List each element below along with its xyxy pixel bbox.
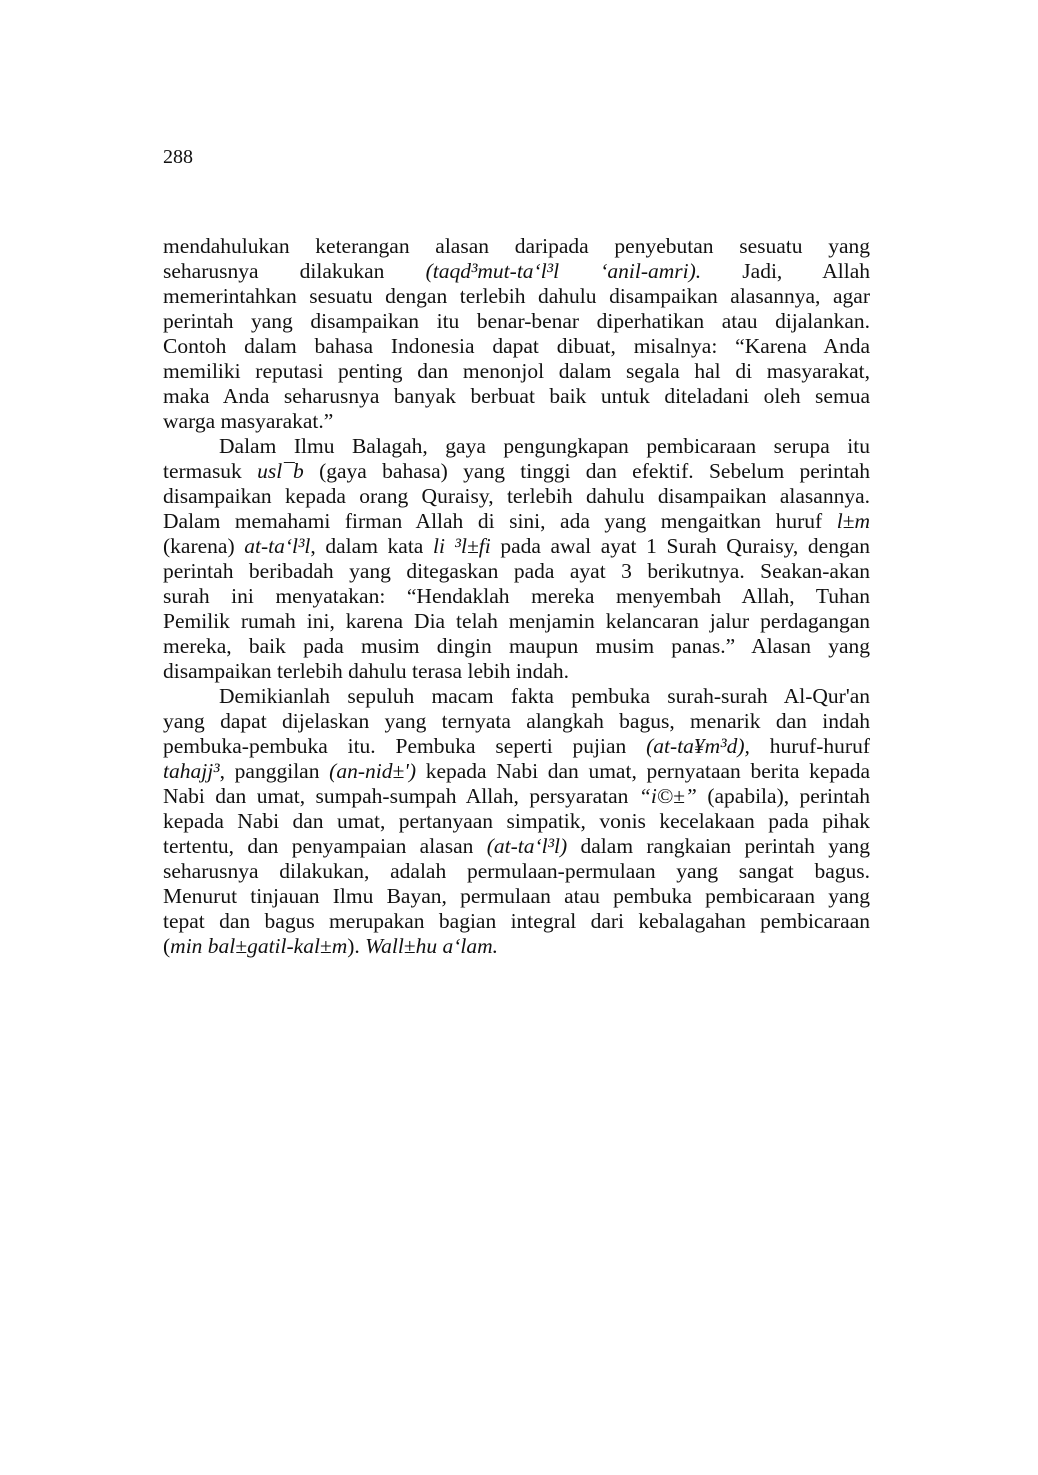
- text-segment: Dalam memahami firman Allah di sini, ada yang mengaitkan huruf: [163, 509, 837, 533]
- text-line: [163, 884, 870, 909]
- italic-term: l±m: [836, 509, 870, 533]
- text-segment: , panggilan: [219, 759, 330, 783]
- italic-term: Wall±hu a‘lam.: [365, 934, 499, 958]
- text-segment: seharusnya dilakukan: [163, 259, 426, 283]
- text-segment: (apabila), perintah: [696, 784, 870, 808]
- text-segment: perintah beribadah yang ditegaskan pada ayat 3 berikutnya. Seakan-akan: [163, 559, 870, 583]
- text-line: [163, 759, 870, 784]
- text-segment: disampaikan kepada orang Quraisy, terlebih dahulu disampaikan alasannya.: [163, 484, 870, 508]
- paragraph-1: [163, 234, 870, 434]
- text-line: [163, 659, 870, 684]
- text-segment: warga masyarakat.”: [163, 409, 334, 433]
- text-line: [163, 634, 870, 659]
- text-line: [163, 784, 870, 809]
- text-line: [163, 709, 870, 734]
- text-segment: Pemilik rumah ini, karena Dia telah menjamin kelancaran jalur perdagangan: [163, 609, 870, 633]
- text-segment: mendahulukan keterangan alasan daripada penyebutan sesuatu yang: [163, 234, 870, 258]
- text-line: [163, 284, 870, 309]
- text-line: [163, 509, 870, 534]
- text-line: [163, 409, 870, 434]
- text-line: [163, 334, 870, 359]
- text-segment: (gaya bahasa) yang tinggi dan efektif. Sebelum perintah: [303, 459, 870, 483]
- text-line: [163, 259, 870, 284]
- text-segment: maka Anda seharusnya banyak berbuat baik untuk diteladani oleh semua: [163, 384, 870, 408]
- text-segment: dalam rangkaian perintah yang: [567, 834, 870, 858]
- text-segment: Dalam Ilmu Balagah, gaya pengungkapan pembicaraan serupa itu: [219, 434, 870, 458]
- text-segment: kepada Nabi dan umat, pernyataan berita kepada: [416, 759, 870, 783]
- text-line: [163, 834, 870, 859]
- text-segment: huruf-huruf: [749, 734, 870, 758]
- text-segment: mereka, baik pada musim dingin maupun musim panas.” Alasan yang: [163, 634, 870, 658]
- italic-term: (taqd³mut-ta‘l³l ‘anil-amri).: [425, 259, 702, 283]
- text-segment: termasuk: [163, 459, 258, 483]
- italic-term: min bal±gatil-kal±m: [170, 934, 348, 958]
- italic-term: usl¯b: [257, 459, 304, 483]
- text-segment: memerintahkan sesuatu dengan terlebih dahulu disampaikan alasannya, agar: [163, 284, 870, 308]
- page-number: 288: [163, 146, 193, 168]
- italic-term: (at-ta¥m³d),: [646, 734, 750, 758]
- text-segment: ).: [347, 934, 366, 958]
- text-segment: Demikianlah sepuluh macam fakta pembuka surah-surah Al-Qur'an: [219, 684, 870, 708]
- text-segment: Menurut tinjauan Ilmu Bayan, permulaan atau pembuka pembicaraan yang: [163, 884, 870, 908]
- text-line: [163, 734, 870, 759]
- text-segment: kepada Nabi dan umat, pertanyaan simpatik, vonis kecelakaan pada pihak: [163, 809, 870, 833]
- text-segment: yang dapat dijelaskan yang ternyata alangkah bagus, menarik dan indah: [163, 709, 870, 733]
- text-line: [163, 234, 870, 259]
- italic-term: (an-nid±'): [329, 759, 417, 783]
- text-line: [163, 534, 870, 559]
- text-segment: (karena): [163, 534, 245, 558]
- paragraph-2: [163, 434, 870, 684]
- body-text: [163, 234, 870, 959]
- text-line: [163, 809, 870, 834]
- text-segment: seharusnya dilakukan, adalah permulaan-permulaan yang sangat bagus.: [163, 859, 870, 883]
- italic-term: (at-ta‘l³l): [486, 834, 568, 858]
- text-line: [163, 359, 870, 384]
- text-line: [163, 484, 870, 509]
- text-line: [163, 384, 870, 409]
- italic-term: tahajj³: [163, 759, 220, 783]
- text-line: [163, 559, 870, 584]
- italic-term: li ³l±fi: [432, 534, 491, 558]
- text-segment: Contoh dalam bahasa Indonesia dapat dibuat, misalnya: “Karena Anda: [163, 334, 870, 358]
- text-line: [163, 584, 870, 609]
- text-line: [163, 859, 870, 884]
- text-segment: Jadi, Allah: [701, 259, 870, 283]
- text-segment: , dalam kata: [310, 534, 433, 558]
- text-line: [163, 309, 870, 334]
- text-segment: tertentu, dan penyampaian alasan: [163, 834, 487, 858]
- text-segment: disampaikan terlebih dahulu terasa lebih indah.: [163, 659, 569, 683]
- text-segment: (: [163, 934, 171, 958]
- text-line: [163, 909, 870, 934]
- text-line: [163, 434, 870, 459]
- text-segment: tepat dan bagus merupakan bagian integral dari kebalagahan pembicaraan: [163, 909, 870, 933]
- text-segment: Nabi dan umat, sumpah-sumpah Allah, persyaratan: [163, 784, 639, 808]
- paragraph-3: [163, 684, 870, 959]
- italic-term: “i©±”: [638, 784, 697, 808]
- text-line: [163, 609, 870, 634]
- text-segment: memiliki reputasi penting dan menonjol dalam segala hal di masyarakat,: [163, 359, 870, 383]
- text-segment: surah ini menyatakan: “Hendaklah mereka menyembah Allah, Tuhan: [163, 584, 870, 608]
- text-line: [163, 459, 870, 484]
- text-line: [163, 684, 870, 709]
- text-segment: perintah yang disampaikan itu benar-benar diperhatikan atau dijalankan.: [163, 309, 870, 333]
- text-segment: pembuka-pembuka itu. Pembuka seperti pujian: [163, 734, 647, 758]
- text-line: [163, 934, 870, 959]
- italic-term: at-ta‘l³l: [244, 534, 311, 558]
- text-segment: pada awal ayat 1 Surah Quraisy, dengan: [490, 534, 870, 558]
